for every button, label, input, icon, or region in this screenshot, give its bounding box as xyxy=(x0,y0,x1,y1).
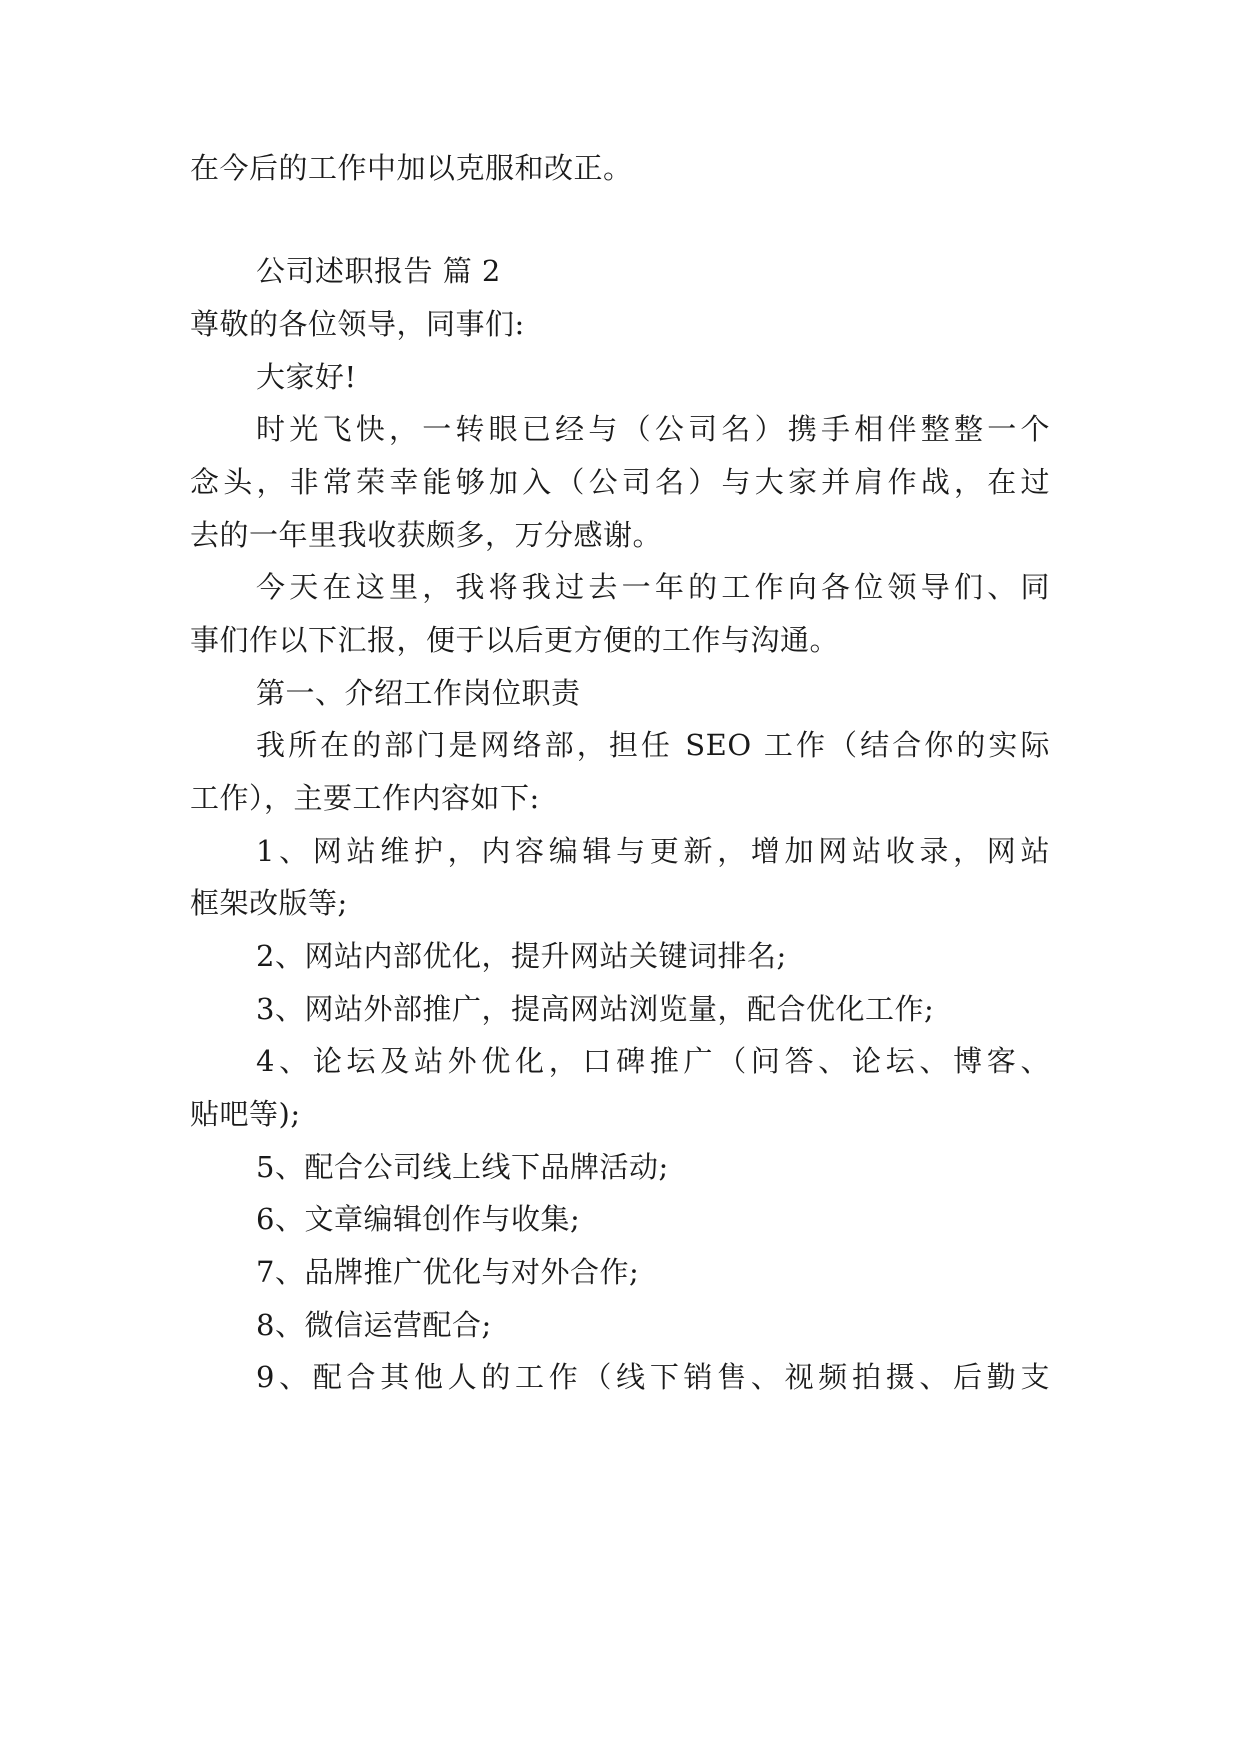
text-line: 今天在这里，我将我过去一年的工作向各位领导们、同 xyxy=(256,570,1050,604)
greeting: 大家好! xyxy=(256,360,357,394)
list-item-continuation: 框架改版等; xyxy=(190,886,348,920)
text-line: 去的一年里我收获颇多，万分感谢。 xyxy=(190,518,663,552)
list-item: 4、论坛及站外优化，口碑推广（问答、论坛、博客、 xyxy=(256,1044,1050,1078)
subsection-heading: 第一、介绍工作岗位职责 xyxy=(256,676,581,710)
list-item: 5、配合公司线上线下品牌活动; xyxy=(256,1150,669,1184)
list-item: 2、网站内部优化，提升网站关键词排名; xyxy=(256,939,787,973)
section-heading: 公司述职报告 篇 2 xyxy=(256,254,501,288)
text-line: 念头，非常荣幸能够加入（公司名）与大家并肩作战，在过 xyxy=(190,465,1050,499)
list-item: 1、网站维护，内容编辑与更新，增加网站收录，网站 xyxy=(256,834,1050,868)
text-line: 工作），主要工作内容如下: xyxy=(190,781,540,815)
list-item: 3、网站外部推广，提高网站浏览量，配合优化工作; xyxy=(256,992,935,1026)
list-item: 9、配合其他人的工作（线下销售、视频拍摄、后勤支 xyxy=(256,1360,1050,1394)
text-line: 我所在的部门是网络部，担任 SEO 工作（结合你的实际 xyxy=(256,728,1050,762)
list-item: 7、品牌推广优化与对外合作; xyxy=(256,1255,640,1289)
text-line: 事们作以下汇报，便于以后更方便的工作与沟通。 xyxy=(190,623,840,657)
list-item: 8、微信运营配合; xyxy=(256,1308,492,1342)
text-line: 时光飞快，一转眼已经与（公司名）携手相伴整整一个 xyxy=(256,412,1050,446)
list-item-continuation: 贴吧等); xyxy=(190,1097,301,1131)
text-line-closing: 在今后的工作中加以克服和改正。 xyxy=(190,151,633,185)
salutation: 尊敬的各位领导，同事们: xyxy=(190,307,525,341)
list-item: 6、文章编辑创作与收集; xyxy=(256,1202,581,1236)
